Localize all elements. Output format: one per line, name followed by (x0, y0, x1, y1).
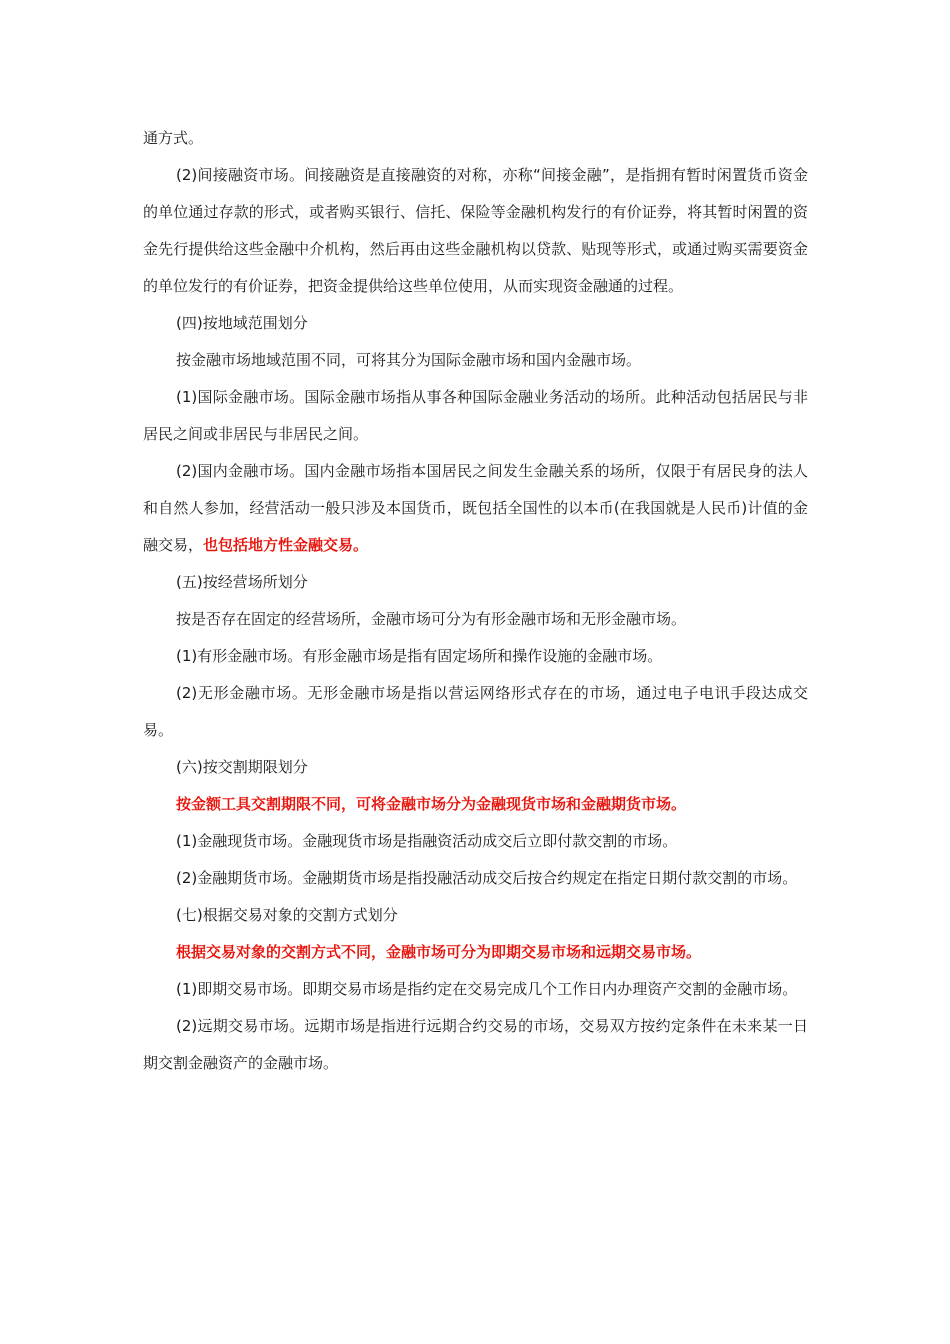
section-heading: (五)按经营场所划分 (176, 573, 308, 591)
paragraph: (1)有形金融市场。有形金融市场是指有固定场所和操作设施的金融市场。 (176, 647, 663, 665)
document-body (143, 120, 808, 1082)
paragraph (143, 453, 808, 564)
paragraph (143, 786, 808, 823)
paragraph: (1)即期交易市场。即期交易市场是指约定在交易完成几个工作日内办理资产交割的金融市场。 (176, 980, 798, 998)
section-heading: (七)根据交易对象的交割方式划分 (176, 906, 398, 924)
paragraph: (1)国际金融市场。国际金融市场指从事各种国际金融业务活动的场所。此种活动包括居民与非居民之间或非居民与非居民之间。 (143, 388, 808, 443)
paragraph-text: (2)国内金融市场。国内金融市场指本国居民之间发生金融关系的场所，仅限于有居民身的法人和自然人参加，经营活动一般只涉及本国货币，既包括全国性的以本币(在我国就是人民币)计值的金融交易， (143, 462, 808, 554)
paragraph: (2)金融期货市场。金融期货市场是指投融活动成交后按合约规定在指定日期付款交割的市场。 (176, 869, 798, 887)
highlighted-text: 根据交易对象的交割方式不同，金融市场可分为即期交易市场和远期交易市场。 (176, 943, 702, 961)
paragraph: (2)间接融资市场。间接融资是直接融资的对称，亦称“间接金融”，是指拥有暂时闲置货币资金的单位通过存款的形式，或者购买银行、信托、保险等金融机构发行的有价证券，将其暂时闲置的资金先行提供给这些金融中介机构，然后再由这些金融机构以贷款、贴现等形式，或通过购买需要资金的单位发行的有价证券，把资金提供给这些单位使用，从而实现资金融通的过程。 (143, 166, 808, 295)
paragraph (143, 934, 808, 971)
paragraph: 按金融市场地域范围不同，可将其分为国际金融市场和国内金融市场。 (176, 351, 642, 369)
section-heading: (六)按交割期限划分 (176, 758, 308, 776)
paragraph: (2)无形金融市场。无形金融市场是指以营运网络形式存在的市场，通过电子电讯手段达成交易。 (143, 684, 808, 739)
paragraph: 通方式。 (143, 129, 204, 147)
paragraph: (2)远期交易市场。远期市场是指进行远期合约交易的市场，交易双方按约定条件在未来某一日期交割金融资产的金融市场。 (143, 1017, 808, 1072)
paragraph: 按是否存在固定的经营场所，金融市场可分为有形金融市场和无形金融市场。 (176, 610, 687, 628)
highlighted-text: 也包括地方性金融交易。 (203, 536, 369, 554)
highlighted-text: 按金额工具交割期限不同，可将金融市场分为金融现货市场和金融期货市场。 (176, 795, 687, 813)
paragraph: (1)金融现货市场。金融现货市场是指融资活动成交后立即付款交割的市场。 (176, 832, 678, 850)
section-heading: (四)按地域范围划分 (176, 314, 308, 332)
